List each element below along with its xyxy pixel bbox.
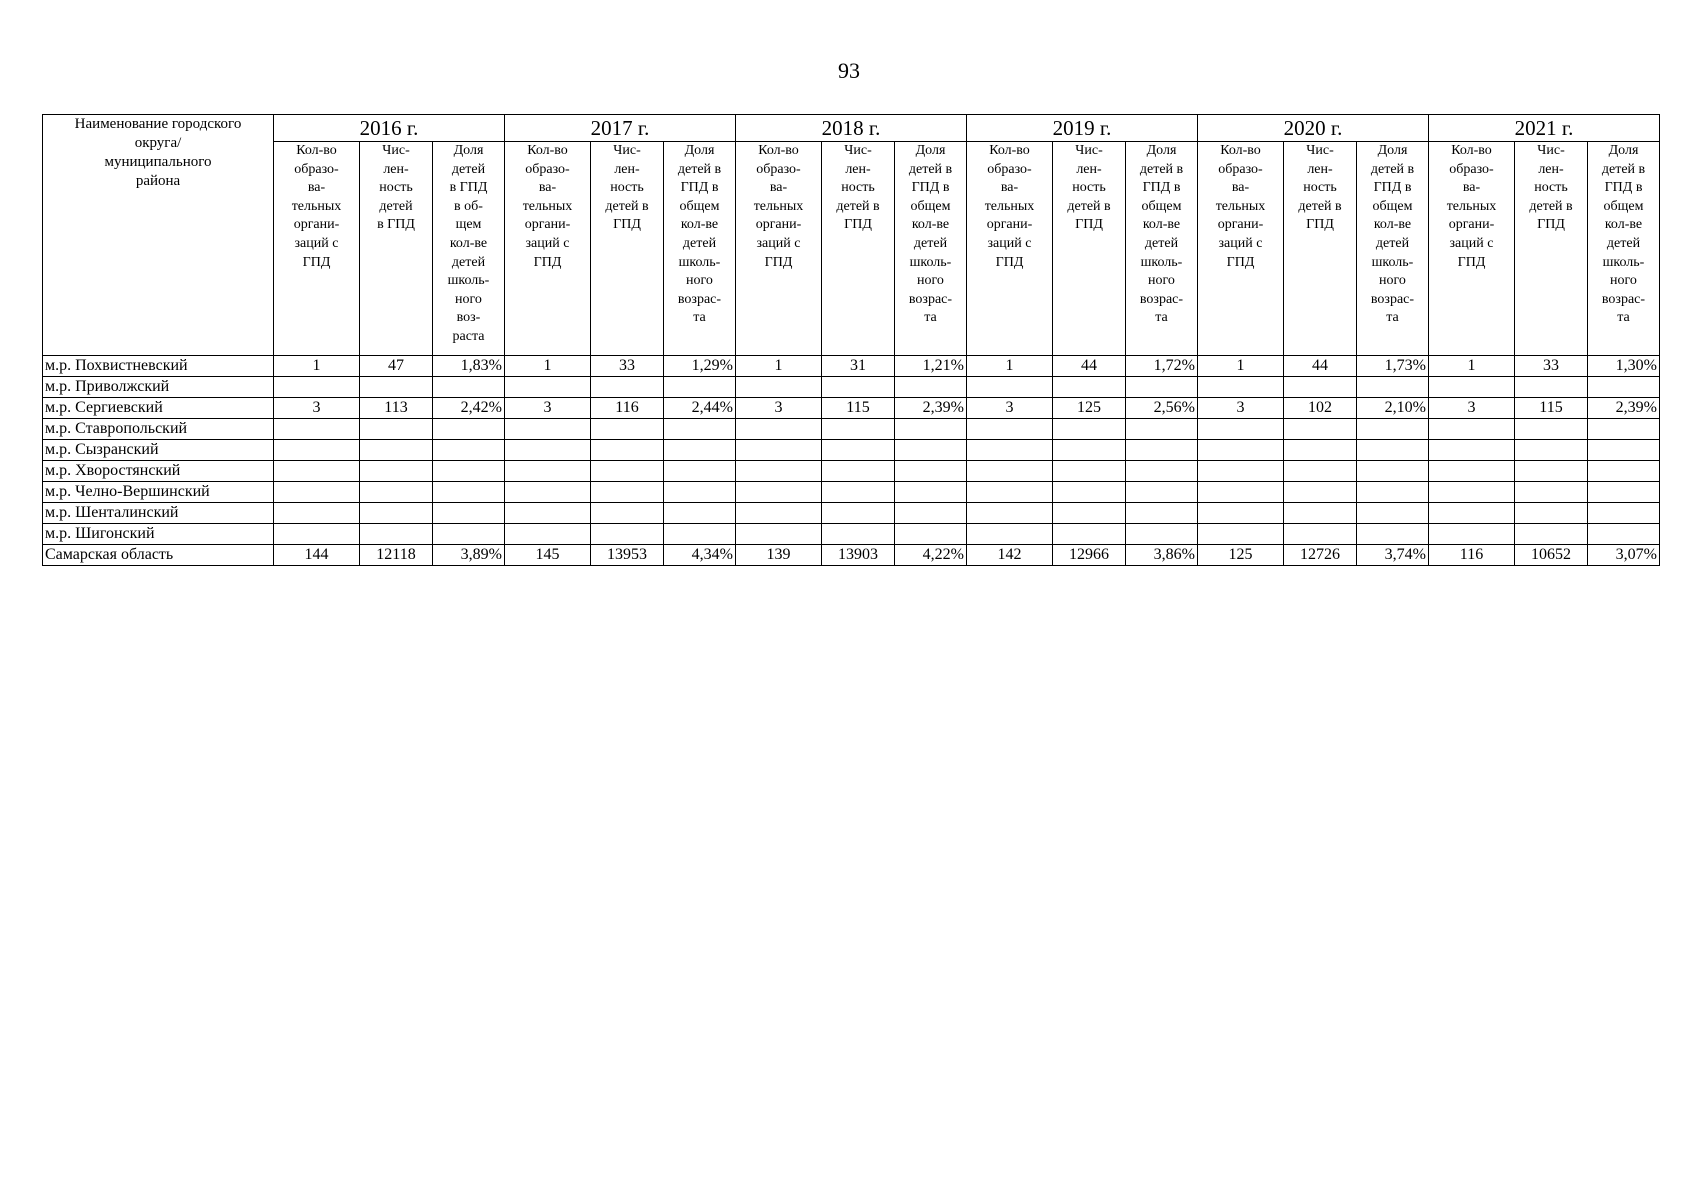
children-count-cell <box>1284 440 1357 461</box>
org-count-cell <box>1429 377 1515 398</box>
table-row <box>43 503 1660 524</box>
org-count-cell <box>505 482 591 503</box>
children-share-cell <box>895 461 967 482</box>
children-share-cell: 3,07% <box>1588 545 1660 566</box>
children-share-cell <box>664 377 736 398</box>
org-count-cell <box>1429 419 1515 440</box>
children-count-cell: 13903 <box>822 545 895 566</box>
year-header: 2020 г. <box>1198 115 1429 142</box>
children-share-cell: 3,74% <box>1357 545 1429 566</box>
children-share-cell <box>664 440 736 461</box>
org-count-cell <box>1198 440 1284 461</box>
children-share-cell: 2,44% <box>664 398 736 419</box>
children-share-cell <box>433 419 505 440</box>
children-share-cell <box>1357 461 1429 482</box>
children-share-cell: 1,21% <box>895 356 967 377</box>
children-count-cell <box>822 482 895 503</box>
org-count-cell <box>274 482 360 503</box>
org-count-cell <box>736 440 822 461</box>
children-count-cell: 33 <box>1515 356 1588 377</box>
children-count-cell: 44 <box>1053 356 1126 377</box>
children-count-cell <box>1053 503 1126 524</box>
children-count-cell <box>360 461 433 482</box>
org-count-cell: 145 <box>505 545 591 566</box>
org-count-header: Кол-во образо- ва- тельных органи- заций с ГПД <box>967 142 1053 356</box>
children-share-cell <box>1357 482 1429 503</box>
children-share-cell <box>1588 524 1660 545</box>
org-count-cell: 1 <box>274 356 360 377</box>
org-count-cell: 3 <box>1429 398 1515 419</box>
region-name: м.р. Сергиевский <box>43 398 274 419</box>
children-count-cell <box>591 419 664 440</box>
children-share-cell <box>1588 503 1660 524</box>
children-count-cell: 47 <box>360 356 433 377</box>
org-count-cell <box>967 440 1053 461</box>
children-count-cell <box>360 377 433 398</box>
org-count-cell <box>1198 482 1284 503</box>
children-share-cell: 4,22% <box>895 545 967 566</box>
children-share-cell <box>433 461 505 482</box>
children-count-cell <box>1515 419 1588 440</box>
org-count-cell <box>736 377 822 398</box>
children-count-cell <box>360 503 433 524</box>
region-name: Самарская область <box>43 545 274 566</box>
region-name: м.р. Шенталинский <box>43 503 274 524</box>
children-share-cell: 2,42% <box>433 398 505 419</box>
children-share-cell <box>1588 419 1660 440</box>
children-share-cell <box>895 440 967 461</box>
children-count-cell <box>591 524 664 545</box>
org-count-cell: 1 <box>1429 356 1515 377</box>
children-share-header: Доля детей в ГПД в об- щем кол-ве детей школь- ного воз- раста <box>433 142 505 356</box>
org-count-cell: 3 <box>505 398 591 419</box>
org-count-cell: 139 <box>736 545 822 566</box>
children-share-cell <box>433 440 505 461</box>
org-count-cell: 1 <box>736 356 822 377</box>
children-share-header: Доля детей в ГПД в общем кол-ве детей школь- ного возрас- та <box>1357 142 1429 356</box>
children-share-cell <box>1126 503 1198 524</box>
children-share-cell <box>1357 377 1429 398</box>
org-count-cell <box>1429 503 1515 524</box>
children-count-cell <box>822 503 895 524</box>
org-count-cell <box>1198 461 1284 482</box>
children-count-header: Чис- лен- ность детей в ГПД <box>1284 142 1357 356</box>
org-count-cell <box>1198 524 1284 545</box>
children-share-cell <box>1588 377 1660 398</box>
children-count-cell: 12118 <box>360 545 433 566</box>
children-count-header: Чис- лен- ность детей в ГПД <box>1515 142 1588 356</box>
children-share-cell <box>664 482 736 503</box>
children-count-cell <box>360 419 433 440</box>
children-count-header: Чис- лен- ность детей в ГПД <box>1053 142 1126 356</box>
children-count-header: Чис- лен- ность детей в ГПД <box>822 142 895 356</box>
org-count-header: Кол-во образо- ва- тельных органи- заций с ГПД <box>1429 142 1515 356</box>
children-count-cell: 12726 <box>1284 545 1357 566</box>
org-count-cell <box>1429 524 1515 545</box>
children-share-header: Доля детей в ГПД в общем кол-ве детей школь- ного возрас- та <box>664 142 736 356</box>
year-header: 2018 г. <box>736 115 967 142</box>
table-row <box>43 356 1660 377</box>
children-count-cell <box>1053 419 1126 440</box>
region-name: м.р. Хворостянский <box>43 461 274 482</box>
org-count-cell <box>274 377 360 398</box>
table-row <box>43 461 1660 482</box>
org-count-cell <box>967 503 1053 524</box>
children-count-cell <box>1515 503 1588 524</box>
children-share-cell <box>664 461 736 482</box>
children-count-cell <box>1284 503 1357 524</box>
children-count-cell: 115 <box>822 398 895 419</box>
children-share-cell <box>1126 524 1198 545</box>
children-share-cell <box>895 419 967 440</box>
children-share-cell <box>1588 482 1660 503</box>
children-count-cell <box>1515 440 1588 461</box>
children-count-cell <box>591 377 664 398</box>
org-count-cell <box>274 503 360 524</box>
org-count-cell: 3 <box>1198 398 1284 419</box>
org-count-header: Кол-во образо- ва- тельных органи- заций с ГПД <box>1198 142 1284 356</box>
org-count-cell <box>967 461 1053 482</box>
children-count-header: Чис- лен- ность детей в ГПД <box>360 142 433 356</box>
children-share-cell <box>1588 440 1660 461</box>
children-count-cell <box>1284 377 1357 398</box>
children-share-cell: 2,56% <box>1126 398 1198 419</box>
children-share-cell <box>895 377 967 398</box>
region-name: м.р. Шигонский <box>43 524 274 545</box>
org-count-cell <box>967 377 1053 398</box>
children-count-cell <box>822 440 895 461</box>
children-count-cell <box>1053 440 1126 461</box>
org-count-cell <box>736 461 822 482</box>
year-header: 2021 г. <box>1429 115 1660 142</box>
org-count-cell <box>736 419 822 440</box>
children-count-cell: 10652 <box>1515 545 1588 566</box>
children-count-cell <box>360 440 433 461</box>
children-share-cell <box>433 377 505 398</box>
children-count-cell: 113 <box>360 398 433 419</box>
children-count-cell <box>591 461 664 482</box>
children-count-cell <box>1515 461 1588 482</box>
org-count-cell <box>505 461 591 482</box>
org-count-header: Кол-во образо- ва- тельных органи- заций с ГПД <box>505 142 591 356</box>
year-header: 2017 г. <box>505 115 736 142</box>
children-count-cell <box>1284 524 1357 545</box>
children-share-cell <box>1357 440 1429 461</box>
org-count-cell <box>967 482 1053 503</box>
children-share-cell <box>664 524 736 545</box>
org-count-cell <box>274 524 360 545</box>
org-count-cell: 1 <box>967 356 1053 377</box>
org-count-cell <box>505 503 591 524</box>
org-count-cell <box>1429 482 1515 503</box>
org-count-cell <box>274 419 360 440</box>
children-count-cell: 125 <box>1053 398 1126 419</box>
sub-header-row <box>43 142 1660 356</box>
children-count-cell <box>1053 461 1126 482</box>
org-count-cell: 3 <box>736 398 822 419</box>
org-count-cell <box>505 377 591 398</box>
children-share-cell <box>1126 419 1198 440</box>
org-count-cell: 3 <box>967 398 1053 419</box>
children-share-cell: 1,73% <box>1357 356 1429 377</box>
children-count-cell <box>822 461 895 482</box>
children-count-cell <box>1515 377 1588 398</box>
children-count-cell <box>822 524 895 545</box>
children-share-cell <box>1126 377 1198 398</box>
region-name: м.р. Похвистневский <box>43 356 274 377</box>
children-count-cell <box>1284 461 1357 482</box>
year-header: 2016 г. <box>274 115 505 142</box>
children-share-cell: 2,39% <box>1588 398 1660 419</box>
org-count-cell <box>505 419 591 440</box>
children-share-cell <box>1357 524 1429 545</box>
children-share-cell: 1,29% <box>664 356 736 377</box>
children-count-cell <box>1284 419 1357 440</box>
children-share-cell: 1,83% <box>433 356 505 377</box>
children-share-cell: 3,89% <box>433 545 505 566</box>
children-count-cell <box>822 377 895 398</box>
org-count-cell <box>505 524 591 545</box>
children-share-cell <box>895 482 967 503</box>
children-share-cell: 2,10% <box>1357 398 1429 419</box>
children-count-cell <box>1053 524 1126 545</box>
children-share-cell <box>664 419 736 440</box>
org-count-cell: 144 <box>274 545 360 566</box>
org-count-header: Кол-во образо- ва- тельных органи- заций с ГПД <box>736 142 822 356</box>
children-share-cell <box>1357 419 1429 440</box>
org-count-cell <box>1198 503 1284 524</box>
children-count-cell: 44 <box>1284 356 1357 377</box>
table-row <box>43 419 1660 440</box>
children-count-cell <box>1053 482 1126 503</box>
children-share-cell <box>433 503 505 524</box>
table-row <box>43 440 1660 461</box>
org-count-cell: 3 <box>274 398 360 419</box>
children-count-cell <box>591 440 664 461</box>
children-count-cell <box>591 503 664 524</box>
children-count-cell <box>1053 377 1126 398</box>
children-share-cell <box>1126 440 1198 461</box>
children-count-cell: 31 <box>822 356 895 377</box>
children-count-cell: 13953 <box>591 545 664 566</box>
children-share-cell <box>433 482 505 503</box>
children-share-cell <box>895 503 967 524</box>
table-row <box>43 545 1660 566</box>
org-count-cell <box>274 440 360 461</box>
table-row <box>43 524 1660 545</box>
org-count-cell: 1 <box>1198 356 1284 377</box>
children-count-cell <box>591 482 664 503</box>
children-share-cell: 2,39% <box>895 398 967 419</box>
org-count-cell <box>736 503 822 524</box>
children-count-cell: 33 <box>591 356 664 377</box>
org-count-cell: 1 <box>505 356 591 377</box>
children-share-header: Доля детей в ГПД в общем кол-ве детей школь- ного возрас- та <box>1588 142 1660 356</box>
children-count-cell: 115 <box>1515 398 1588 419</box>
children-count-cell <box>360 482 433 503</box>
children-share-cell <box>664 503 736 524</box>
children-share-cell: 4,34% <box>664 545 736 566</box>
year-header-row <box>43 115 1660 142</box>
children-count-cell: 12966 <box>1053 545 1126 566</box>
year-header: 2019 г. <box>967 115 1198 142</box>
region-name: м.р. Приволжский <box>43 377 274 398</box>
children-share-cell <box>895 524 967 545</box>
org-count-cell: 125 <box>1198 545 1284 566</box>
region-name: м.р. Челно-Вершинский <box>43 482 274 503</box>
children-count-cell <box>1284 482 1357 503</box>
table-row <box>43 482 1660 503</box>
children-count-cell <box>1515 482 1588 503</box>
children-share-cell <box>1126 461 1198 482</box>
children-count-cell <box>1515 524 1588 545</box>
org-count-cell <box>1198 419 1284 440</box>
org-count-cell <box>274 461 360 482</box>
org-count-cell <box>1198 377 1284 398</box>
children-share-cell: 1,72% <box>1126 356 1198 377</box>
children-count-cell: 102 <box>1284 398 1357 419</box>
table-row <box>43 377 1660 398</box>
children-share-cell <box>433 524 505 545</box>
org-count-cell <box>505 440 591 461</box>
org-count-cell <box>1429 461 1515 482</box>
children-share-header: Доля детей в ГПД в общем кол-ве детей школь- ного возрас- та <box>895 142 967 356</box>
org-count-cell <box>967 419 1053 440</box>
children-count-cell: 116 <box>591 398 664 419</box>
statistics-table <box>42 114 1660 566</box>
children-share-cell <box>1588 461 1660 482</box>
org-count-cell <box>967 524 1053 545</box>
org-count-cell: 116 <box>1429 545 1515 566</box>
org-count-cell <box>736 482 822 503</box>
children-share-cell <box>1357 503 1429 524</box>
children-share-cell: 1,30% <box>1588 356 1660 377</box>
org-count-cell: 142 <box>967 545 1053 566</box>
region-name: м.р. Сызранский <box>43 440 274 461</box>
page-number: 93 <box>838 58 860 83</box>
children-share-cell: 3,86% <box>1126 545 1198 566</box>
children-share-header: Доля детей в ГПД в общем кол-ве детей школь- ного возрас- та <box>1126 142 1198 356</box>
table-row <box>43 398 1660 419</box>
region-name-header: Наименование городского округа/ муниципального района <box>43 115 274 356</box>
org-count-cell <box>736 524 822 545</box>
region-name: м.р. Ставропольский <box>43 419 274 440</box>
org-count-header: Кол-во образо- ва- тельных органи- заций с ГПД <box>274 142 360 356</box>
org-count-cell <box>1429 440 1515 461</box>
children-count-header: Чис- лен- ность детей в ГПД <box>591 142 664 356</box>
children-count-cell <box>822 419 895 440</box>
children-share-cell <box>1126 482 1198 503</box>
children-count-cell <box>360 524 433 545</box>
